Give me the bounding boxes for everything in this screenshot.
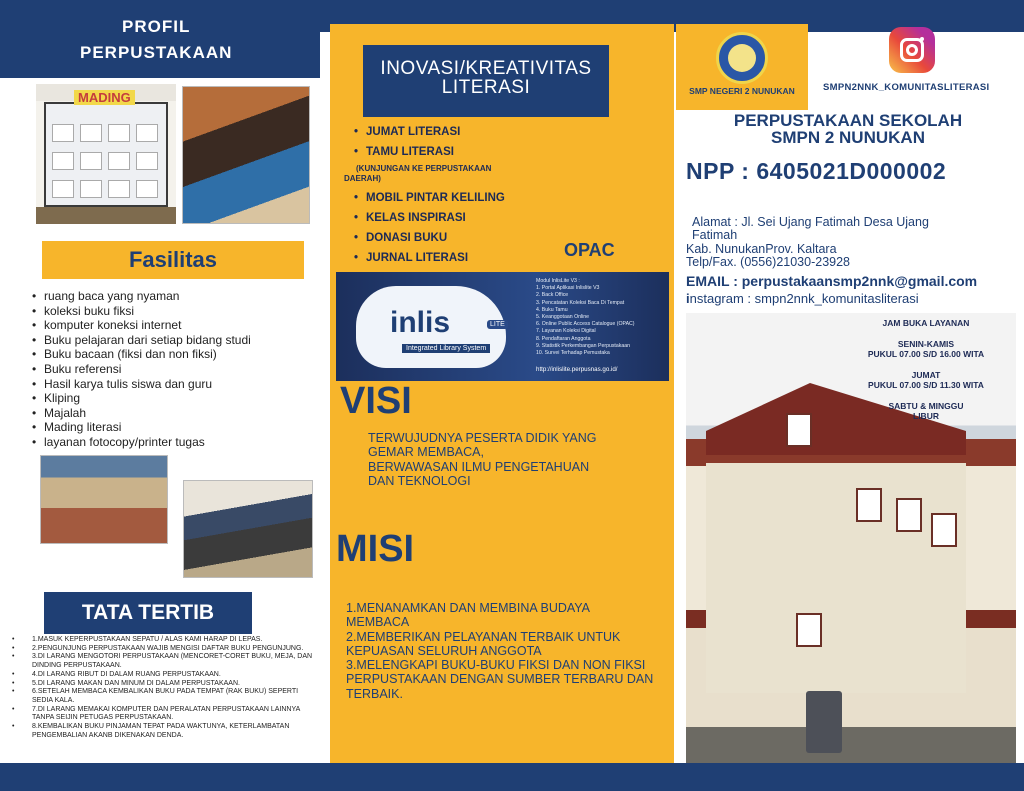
list-item: • Majalah xyxy=(30,406,320,421)
profil-header xyxy=(0,0,320,78)
list-item: • koleksi buku fiksi xyxy=(30,304,320,319)
mading-board xyxy=(44,102,168,207)
misi-line: 1.MENANAMKAN DAN MEMBINA BUDAYA xyxy=(346,601,591,615)
list-item: • Kliping xyxy=(30,391,320,406)
perpus-title-line1: PERPUSTAKAAN SEKOLAH xyxy=(733,111,963,130)
visi-line: DAN TEKNOLOGI xyxy=(368,473,471,488)
school-emblem-icon xyxy=(716,32,768,84)
list-item: • JURNAL LITERASI xyxy=(352,248,652,268)
inovasi-title-line2: LITERASI xyxy=(441,77,531,98)
school-name: SMP NEGERI 2 NUNUKAN xyxy=(689,86,795,96)
list-item: • 3.DI LARANG MENGOTORI PERPUSTAKAAN (MENCORET-CORET BUKU, MEJA, DAN DINDING PERPUSTAKAAN. xyxy=(8,653,316,670)
instagram-line-initial: i xyxy=(686,291,690,306)
instagram-handle: SMPN2NNK_KOMUNITASLITERASI xyxy=(823,82,990,93)
list-item: 7. Layanan Koleksi Digital xyxy=(536,328,596,335)
misi-line: KEPUASAN SELURUH ANGGOTA xyxy=(346,643,542,658)
reading-room-photo xyxy=(40,455,168,544)
list-item: • Hasil karya tulis siswa dan guru xyxy=(30,377,320,392)
students-computer-photo xyxy=(182,86,310,224)
list-item: • Buku referensi xyxy=(30,362,320,377)
list-item: • Buku bacaan (fiksi dan non fiksi) xyxy=(30,347,320,362)
address-line: Kab. NunukanProv. Kaltara xyxy=(686,241,837,256)
perpus-title xyxy=(688,112,1008,146)
bottom-bar xyxy=(0,763,1024,791)
list-item: • TAMU LITERASI xyxy=(352,142,652,162)
list-item: • ruang baca yang nyaman xyxy=(30,289,320,304)
list-item: 6. Online Public Access Catalogue (OPAC) xyxy=(536,321,635,328)
profil-title-line1: PROFIL xyxy=(122,17,191,36)
address-block xyxy=(686,216,1016,270)
misi-line: PERPUSTAKAAN DENGAN SUMBER TERBARU DAN xyxy=(346,672,654,687)
list-item: 10. Survei Terhadap Pemustaka xyxy=(536,350,610,357)
list-item: Modul InlisLite V3 : xyxy=(536,278,580,284)
misi-text xyxy=(346,601,664,701)
list-item: • 8.KEMBALIKAN BUKU PINJAMAN TEPAT PADA WAKTUNYA, KETERLAMBATAN PENGEMBALIAN AKANB DIKENAKAN DENDA. xyxy=(8,723,316,740)
inovasi-note xyxy=(344,162,652,188)
list-item: • Mading literasi xyxy=(30,420,320,435)
opac-label: OPAC xyxy=(564,240,615,260)
misi-line: TERBAIK. xyxy=(346,686,403,701)
misi-line: 3.MELENGKAPI BUKU-BUKU FIKSI DAN NON FIKSI xyxy=(346,658,646,673)
misi-line: MEMBACA xyxy=(346,615,410,630)
inovasi-title-line1: INOVASI/KREATIVITAS xyxy=(380,58,592,79)
opening-hours xyxy=(838,318,1014,422)
hours-weekday-label: SENIN-KAMIS xyxy=(897,338,955,349)
list-item: 2. Back Office xyxy=(536,292,569,299)
mading-label: MADING xyxy=(74,90,135,105)
fasilitas-title: Fasilitas xyxy=(42,241,304,279)
list-item: • 6.SETELAH MEMBACA KEMBALIKAN BUKU PADA TEMPAT (RAK BUKU) SEPERTI SEDIA KALA. xyxy=(8,688,316,705)
address-line: Alamat : Jl. Sei Ujang Fatimah Desa Ujang xyxy=(692,215,929,229)
list-item: • layanan fotocopy/printer tugas xyxy=(30,435,320,450)
instagram-line-text: nstagram : smpn2nnk_komunitasliterasi xyxy=(689,291,919,306)
email-line: EMAIL : perpustakaansmp2nnk@gmail.com xyxy=(686,273,978,289)
hours-title: JAM BUKA LAYANAN xyxy=(882,318,970,328)
inlis-lite-badge: LITE xyxy=(487,320,508,329)
list-item: • JUMAT LITERASI xyxy=(352,122,652,142)
hours-weekday-time: PUKUL 07.00 S/D 16.00 WITA xyxy=(867,349,985,359)
list-item: • 2.PENGUNJUNG PERPUSTAKAAN WAJIB MENGISI DAFTAR BUKU PENGUNJUNG. xyxy=(8,645,316,654)
misi-line: 2.MEMBERIKAN PELAYANAN TERBAIK UNTUK xyxy=(346,629,621,644)
inovasi-title xyxy=(363,45,609,117)
list-item: 5. Keanggotaan Online xyxy=(536,314,590,321)
list-item: • DONASI BUKU xyxy=(352,228,652,248)
address-line: Telp/Fax. (0556)21030-23928 xyxy=(686,255,851,270)
list-item: • 4.DI LARANG RIBUT DI DALAM RUANG PERPUSTAKAAN. xyxy=(8,671,316,680)
list-item: 8. Pendaftaran Anggota xyxy=(536,335,591,342)
list-item: • 5.DI LARANG MAKAN DAN MINUM DI DALAM PERPUSTAKAAN. xyxy=(8,680,316,689)
list-item: • komputer koneksi internet xyxy=(30,318,320,333)
list-item: 1. Portal Aplikasi Inlislite V3 xyxy=(536,285,600,292)
mading-photo xyxy=(36,84,176,224)
profil-title-line2: PERPUSTAKAAN xyxy=(80,43,233,62)
address-line: Fatimah xyxy=(692,228,738,243)
hours-friday-label: JUMAT xyxy=(911,369,941,380)
list-item: • 1.MASUK KEPERPUSTAKAAN SEPATU / ALAS KAMI HARAP DI LEPAS. xyxy=(8,636,316,645)
perpus-title-line2: SMPN 2 NUNUKAN xyxy=(771,128,925,147)
visi-line: BERWAWASAN ILMU PENGETAHUAN xyxy=(368,459,590,474)
hours-weekend-status: LIBUR xyxy=(913,411,939,421)
list-item: • 7.DI LARANG MEMAKAI KOMPUTER DAN PERALATAN PERPUSTAKAAN LAINNYA TANPA SEIJIN PETUGAS PERPUSTAKAAN. xyxy=(8,706,316,723)
misi-title: MISI xyxy=(336,528,415,570)
list-item: 4. Buku Tamu xyxy=(536,306,568,313)
inlis-modules xyxy=(536,278,666,357)
visi-text xyxy=(368,431,658,488)
visi-line: TERWUJUDNYA PESERTA DIDIK YANG xyxy=(368,431,597,445)
tata-tertib-list xyxy=(8,636,316,740)
visi-line: GEMAR MEMBACA, xyxy=(368,445,484,460)
inlis-subtitle: Integrated Library System xyxy=(402,344,490,353)
inovasi-note-line1: (KUNJUNGAN KE PERPUSTAKAAN xyxy=(356,164,492,173)
fasilitas-list xyxy=(30,289,320,450)
list-item: • Buku pelajaran dari setiap bidang studi xyxy=(30,333,320,348)
hours-friday-time: PUKUL 07.00 S/D 11.30 WITA xyxy=(868,380,984,390)
inlis-url: http://inlislite.perpusnas.go.id/ xyxy=(536,366,618,373)
trash-bin-icon xyxy=(806,691,842,753)
instagram-line xyxy=(686,291,919,306)
instagram-icon xyxy=(889,27,935,73)
computer-room-photo xyxy=(183,480,313,578)
visi-title: VISI xyxy=(340,380,412,422)
list-item: • KELAS INSPIRASI xyxy=(352,208,652,228)
list-item: • MOBIL PINTAR KELILING xyxy=(352,188,652,208)
hours-weekend-label: SABTU & MINGGU xyxy=(888,400,964,411)
npp-number: NPP : 6405021D000002 xyxy=(686,158,947,184)
tata-tertib-title: TATA TERTIB xyxy=(44,592,252,634)
inovasi-note-line2: DAERAH) xyxy=(344,174,381,183)
list-item: 3. Pencatatan Koleksi Baca Di Tempat xyxy=(536,299,625,306)
inlis-logo: inlis xyxy=(390,306,451,339)
list-item: 9. Statistik Perkembangan Perpustakaan xyxy=(536,342,631,349)
inlis-banner xyxy=(336,272,669,381)
